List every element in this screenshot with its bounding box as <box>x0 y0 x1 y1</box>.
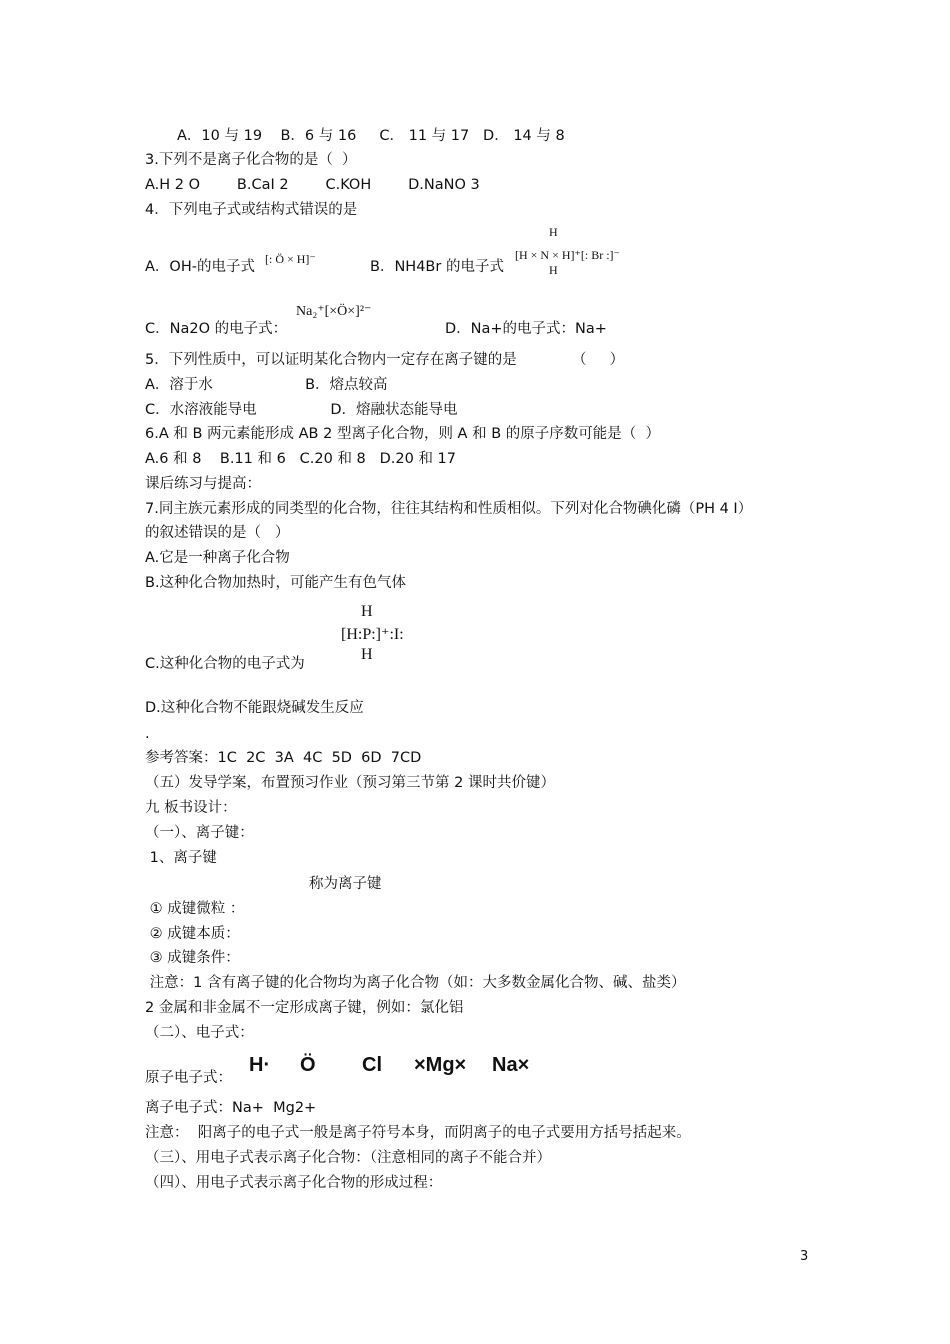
ph4i-bottom-h: H <box>361 646 373 663</box>
q3-stem: 3.下列不是离子化合物的是（ ） <box>145 152 357 168</box>
q7-option-b: B.这种化合物加热时，可能产生有色气体 <box>145 575 407 591</box>
q4-stem: 4．下列电子式或结构式错误的是 <box>145 202 358 218</box>
atom-cl-formula: Cl <box>362 1054 382 1076</box>
oh-formula: [: Ö × H]⁻ <box>265 252 316 266</box>
section-heading: 课后练习与提高： <box>145 476 261 492</box>
formation-process-heading: （四）、用电子式表示离子化合物的形成过程： <box>145 1175 443 1191</box>
atom-h-formula: H· <box>249 1054 271 1076</box>
q5-options-cd: C．水溶液能导电 D．熔融状态能导电 <box>145 402 458 418</box>
bond-essence: ② 成键本质： <box>145 926 240 942</box>
atom-formula-label: 原子电子式： <box>145 1070 232 1086</box>
q7-stem-cont: 的叙述错误的是（ ） <box>145 525 290 541</box>
q5-options-ab: A．溶于水 B．熔点较高 <box>145 377 388 393</box>
q7-stem: 7.同主族元素形成的同类型的化合物，往往其结构和性质相似。下列对化合物碘化磷（PH 4 I） <box>145 501 753 517</box>
q4-option-d: D．Na+的电子式：Na+ <box>445 321 607 337</box>
q5-stem: 5．下列性质中，可以证明某化合物内一定存在离子键的是 （ ） <box>145 352 625 368</box>
nh4br-bottom-h: H <box>549 263 558 277</box>
ion-formula-line: 离子电子式：Na+ Mg2+ <box>145 1100 317 1116</box>
atom-mg-formula: ×Mg× <box>414 1054 467 1076</box>
ionic-bond-item: 1、离子键 <box>145 850 217 866</box>
q7-option-a: A.它是一种离子化合物 <box>145 550 290 566</box>
atom-o-formula: Ö <box>300 1054 316 1076</box>
ph4i-formula: [H:P:]⁺:I: <box>341 626 404 643</box>
step-five: （五）发导学案，布置预习作业（预习第三节第 2 课时共价键） <box>145 775 555 791</box>
ion-note: 注意： 阳离子的电子式一般是离子符号本身，而阴离子的电子式要用方括号括起来。 <box>145 1125 691 1141</box>
q2-options: A．10 与 19 B．6 与 16 C． 11 与 17 D． 14 与 8 <box>177 128 565 144</box>
note-one: 注意：1 含有离子键的化合物均为离子化合物（如：大多数金属化合物、碱、盐类） <box>145 975 686 991</box>
page-number: 3 <box>800 1249 809 1264</box>
ionic-bond-definition: 称为离子键 <box>309 876 382 892</box>
q4-option-c: C．Na2O 的电子式： <box>145 321 288 337</box>
q7-option-c: C.这种化合物的电子式为 <box>145 656 305 672</box>
nh4br-formula: [H × N × H]⁺[: Br :]⁻ <box>515 248 620 262</box>
na2o-formula: Na₂⁺[×Ö×]²⁻ <box>296 304 372 319</box>
dot-line: . <box>145 726 150 742</box>
ionic-bond-heading: （一）、离子键： <box>145 825 254 841</box>
q4-option-b: B．NH4Br 的电子式 <box>370 259 504 275</box>
electron-formula-heading: （二）、电子式： <box>145 1025 254 1041</box>
note-two: 2 金属和非金属不一定形成离子键，例如：氯化铝 <box>145 1000 464 1016</box>
q4-option-a: A．OH-的电子式 <box>145 259 255 275</box>
q6-options: A.6 和 8 B.11 和 6 C.20 和 8 D.20 和 17 <box>145 451 457 467</box>
ph4i-top-h: H <box>361 603 373 620</box>
nh4br-top-h: H <box>549 225 558 239</box>
board-design-heading: 九 板书设计： <box>145 800 237 816</box>
q6-stem: 6.A 和 B 两元素能形成 AB 2 型离子化合物，则 A 和 B 的原子序数可能是（ ） <box>145 426 660 442</box>
q7-option-d: D.这种化合物不能跟烧碱发生反应 <box>145 700 364 716</box>
ionic-compound-heading: （三）、用电子式表示离子化合物：（注意相同的离子不能合并） <box>145 1150 551 1166</box>
q3-options: A.H 2 O B.CaI 2 C.KOH D.NaNO 3 <box>145 177 480 193</box>
answer-key: 参考答案：1C 2C 3A 4C 5D 6D 7CD <box>145 750 422 766</box>
atom-na-formula: Na× <box>492 1054 530 1076</box>
bond-particles: ① 成键微粒 ： <box>145 901 245 917</box>
bond-conditions: ③ 成键条件： <box>145 950 240 966</box>
